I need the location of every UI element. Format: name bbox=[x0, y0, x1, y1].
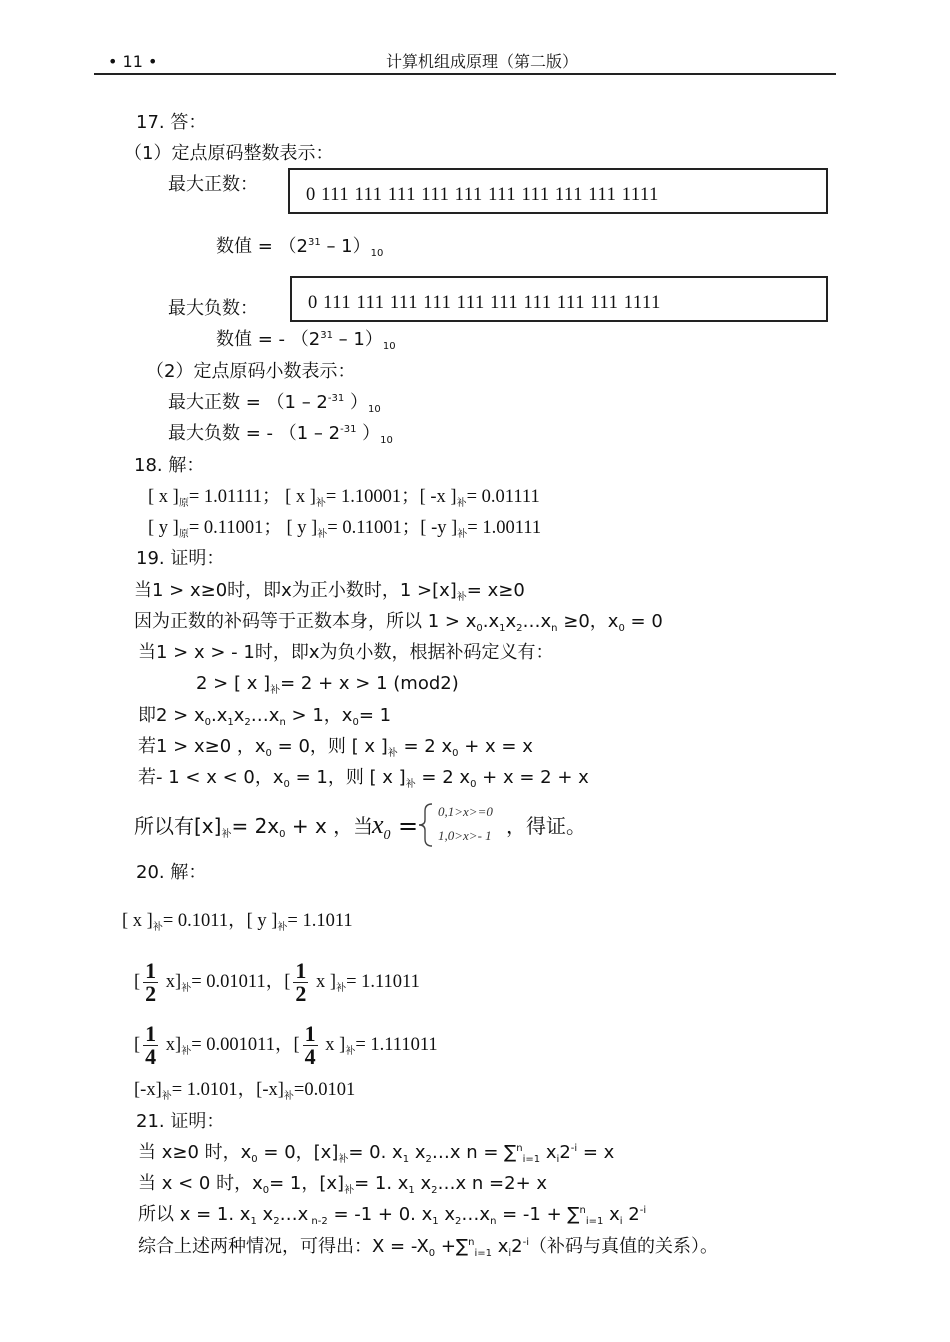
text-fragment: – 1） bbox=[320, 236, 371, 257]
q17-part1-title: （1）定点原码整数表示： bbox=[124, 143, 334, 164]
q21-line4 bbox=[138, 1236, 718, 1261]
text-fragment: x ] bbox=[311, 972, 337, 992]
text-fragment: x bbox=[409, 1142, 426, 1163]
text-fragment: 1 bbox=[250, 1216, 257, 1227]
text-fragment: = 0，则 [ x ] bbox=[271, 736, 388, 757]
text-fragment: 数值 = （2 bbox=[216, 236, 308, 257]
text-fragment: i=1 bbox=[585, 1216, 604, 1227]
text-fragment: 0 bbox=[476, 623, 483, 634]
text-fragment: …x n =2+ x bbox=[437, 1173, 548, 1194]
text-fragment: = -1 + 0. x bbox=[327, 1204, 433, 1225]
text-fragment: = 0.1011，[ y ] bbox=[162, 911, 278, 931]
text-fragment: 补 bbox=[277, 922, 288, 933]
q19-line6 bbox=[138, 736, 533, 761]
text-fragment: 补 bbox=[344, 1185, 355, 1196]
text-fragment: 当1 > x≥0时，即x为正小数时，1 >[x] bbox=[134, 580, 457, 601]
text-fragment: > 1，x bbox=[285, 705, 353, 726]
text-fragment: 0 bbox=[428, 1248, 436, 1259]
text-fragment: – 1） bbox=[332, 329, 383, 350]
equals-sign: = bbox=[398, 812, 419, 840]
text-fragment: 因为正数的补码等于正数本身，所以 1 > x bbox=[134, 611, 477, 632]
text-fragment: x] bbox=[161, 1035, 182, 1055]
text-fragment: [ y ] bbox=[148, 518, 179, 538]
text-fragment: x ] bbox=[320, 1035, 346, 1055]
q20-line2 bbox=[134, 958, 420, 1009]
text-fragment: 当 x < 0 时，x bbox=[138, 1173, 263, 1194]
q17-frac-max-pos bbox=[168, 392, 381, 417]
text-fragment: = 1，则 [ x ] bbox=[289, 767, 406, 788]
text-fragment: 若- 1 < x < 0，x bbox=[138, 767, 284, 788]
text-fragment: = 1.11011 bbox=[346, 972, 420, 992]
text-fragment: .x bbox=[211, 705, 228, 726]
fraction-quarter bbox=[143, 1023, 158, 1068]
text-fragment: …x bbox=[250, 705, 280, 726]
text-fragment: -i bbox=[570, 1143, 578, 1154]
text-fragment: 1 bbox=[145, 958, 157, 984]
q20-line3 bbox=[134, 1021, 438, 1072]
q17-max-pos-label: 最大正数： bbox=[168, 174, 258, 195]
text-fragment: 补 bbox=[181, 983, 192, 994]
text-fragment: 1 bbox=[402, 1154, 410, 1165]
q17-max-neg-label: 最大负数： bbox=[168, 298, 258, 319]
text-fragment: 1 bbox=[304, 1021, 316, 1047]
text-fragment: x bbox=[540, 1142, 557, 1163]
q19-qed: ，得证。 bbox=[506, 814, 586, 838]
text-fragment: （补码与真值的关系）。 bbox=[528, 1236, 718, 1257]
text-fragment: 0 bbox=[279, 829, 286, 840]
text-fragment: + x = 2 + x bbox=[476, 767, 589, 788]
text-fragment: 0 bbox=[352, 717, 359, 728]
text-fragment: = 0.001011，[ bbox=[191, 1035, 300, 1055]
fraction-quarter bbox=[303, 1023, 318, 1068]
text-fragment: =0.0101 bbox=[293, 1080, 356, 1100]
q17-max-pos-value bbox=[216, 236, 383, 261]
text-fragment: x] bbox=[161, 972, 182, 992]
text-fragment: 补 bbox=[270, 685, 281, 696]
text-fragment: n bbox=[579, 1205, 586, 1216]
text-fragment: = 0.11001； [ y ] bbox=[188, 518, 318, 538]
text-fragment: = 0 bbox=[624, 611, 663, 632]
text-fragment: -i bbox=[639, 1205, 647, 1216]
text-fragment: 31 bbox=[307, 237, 321, 248]
text-fragment: …x bbox=[461, 1204, 491, 1225]
text-fragment: [ bbox=[134, 972, 141, 992]
text-fragment: 最大正数 = （1 – 2 bbox=[168, 392, 328, 413]
q19-line5 bbox=[138, 705, 391, 730]
q19-line2 bbox=[134, 611, 663, 636]
text-fragment: 补 bbox=[387, 748, 398, 759]
text-fragment: 原 bbox=[178, 498, 189, 509]
text-fragment: 0 bbox=[618, 623, 625, 634]
text-fragment: 补 bbox=[152, 922, 163, 933]
text-fragment: 补 bbox=[221, 829, 232, 840]
text-fragment: = x bbox=[577, 1142, 615, 1163]
text-fragment: 0 bbox=[262, 1185, 270, 1196]
text-fragment: +∑ bbox=[435, 1236, 469, 1257]
text-fragment: 2 bbox=[273, 1216, 280, 1227]
text-fragment: i bbox=[508, 1248, 512, 1259]
text-fragment: .x bbox=[482, 611, 500, 632]
text-fragment: = 0.11001；[ -y ] bbox=[327, 518, 458, 538]
text-fragment: 补 bbox=[456, 592, 467, 603]
book-title: 计算机组成原理（第二版） bbox=[386, 52, 579, 71]
page-number: • 11 • bbox=[108, 52, 158, 71]
text-fragment: = 1，[x] bbox=[269, 1173, 345, 1194]
text-fragment: …x n = ∑ bbox=[431, 1142, 517, 1163]
text-fragment: …x bbox=[522, 611, 552, 632]
q18-line-x bbox=[148, 486, 540, 511]
text-fragment: 补 bbox=[336, 983, 347, 994]
q21-label: 21. 证明： bbox=[136, 1111, 225, 1132]
text-fragment: 10 bbox=[367, 404, 381, 415]
text-fragment: 2 bbox=[455, 1216, 462, 1227]
max-pos-bits: 0 111 111 111 111 111 111 111 111 111 1111 bbox=[306, 185, 660, 205]
text-fragment: 综合上述两种情况，可得出：X = -X bbox=[138, 1236, 429, 1257]
q20-line4 bbox=[134, 1079, 355, 1104]
text-fragment: x bbox=[438, 1204, 456, 1225]
text-fragment: x bbox=[256, 1204, 274, 1225]
text-fragment: 2 bbox=[425, 1154, 432, 1165]
text-fragment: x bbox=[603, 1204, 620, 1225]
text-fragment: 1 bbox=[227, 717, 234, 728]
q19-line3: 当1 > x > - 1时，即x为负小数，根据补码定义有： bbox=[138, 642, 554, 663]
text-fragment: 补 bbox=[405, 779, 416, 790]
max-neg-bit-box bbox=[290, 276, 828, 322]
text-fragment: 31 bbox=[320, 330, 333, 341]
text-fragment: = 2 + x > 1 (mod2) bbox=[280, 673, 459, 694]
text-fragment: = 2 x bbox=[415, 767, 471, 788]
text-fragment: = 1. x bbox=[354, 1173, 409, 1194]
text-fragment: 0 bbox=[265, 748, 272, 759]
text-fragment: 0 bbox=[383, 828, 391, 844]
text-fragment: 补 bbox=[161, 1091, 172, 1102]
header-rule bbox=[94, 73, 836, 75]
text-fragment: = 1.111011 bbox=[355, 1035, 438, 1055]
q21-line2 bbox=[138, 1173, 547, 1198]
text-fragment: 补 bbox=[456, 498, 467, 509]
text-fragment: 0 bbox=[251, 1154, 258, 1165]
text-fragment: = 0. x bbox=[348, 1142, 403, 1163]
q19-line7 bbox=[138, 767, 589, 792]
text-fragment: = -1 + ∑ bbox=[496, 1204, 580, 1225]
q20-line1 bbox=[122, 910, 353, 935]
text-fragment: 若1 > x≥0 ，x bbox=[138, 736, 266, 757]
text-fragment: x bbox=[414, 1173, 432, 1194]
text-fragment: 补 bbox=[317, 529, 328, 540]
text-fragment: i=1 bbox=[522, 1154, 541, 1165]
text-fragment: 2 > [ x ] bbox=[196, 673, 271, 694]
text-fragment: 0 bbox=[470, 779, 477, 790]
text-fragment: 0 bbox=[283, 779, 290, 790]
text-fragment: 2 bbox=[559, 1142, 571, 1163]
text-fragment: i=1 bbox=[474, 1248, 492, 1259]
text-fragment: i bbox=[619, 1216, 623, 1227]
text-fragment: 2 bbox=[295, 981, 307, 1007]
text-fragment: 4 bbox=[304, 1044, 316, 1070]
left-brace-icon bbox=[416, 802, 436, 848]
text-fragment: = 1.10001；[ -x ] bbox=[325, 487, 457, 507]
q19-label: 19. 证明： bbox=[136, 548, 225, 569]
text-fragment: 补 bbox=[345, 1046, 356, 1057]
text-fragment: = 2x bbox=[231, 814, 280, 838]
text-fragment: = 1.0101，[-x] bbox=[171, 1080, 284, 1100]
fraction-half bbox=[293, 960, 308, 1005]
text-fragment: n bbox=[468, 1237, 475, 1248]
text-fragment: = x≥0 bbox=[466, 580, 525, 601]
text-fragment: 2 bbox=[431, 1185, 438, 1196]
text-fragment: n bbox=[516, 1143, 523, 1154]
x0-symbol bbox=[372, 810, 391, 844]
text-fragment: 所以 x = 1. x bbox=[138, 1204, 251, 1225]
text-fragment: 所以有[x] bbox=[134, 814, 222, 838]
text-fragment: = 2 x bbox=[397, 736, 453, 757]
q19-line1 bbox=[134, 580, 525, 605]
text-fragment: i bbox=[556, 1154, 560, 1165]
text-fragment: 1 bbox=[499, 623, 506, 634]
text-fragment: x bbox=[372, 810, 384, 839]
q17-part2-title: （2）定点原码小数表示： bbox=[146, 361, 356, 382]
text-fragment: = 0，[x] bbox=[257, 1142, 339, 1163]
text-fragment: x bbox=[233, 705, 245, 726]
text-fragment: = 1 bbox=[358, 705, 392, 726]
text-fragment: 原 bbox=[178, 529, 189, 540]
text-fragment: = 0.01111 bbox=[466, 487, 540, 507]
text-fragment: 0 bbox=[204, 717, 212, 728]
text-fragment: + x = x bbox=[458, 736, 533, 757]
text-fragment: -31 bbox=[340, 424, 357, 435]
text-fragment: [-x] bbox=[134, 1080, 162, 1100]
text-fragment: 数值 = - （2 bbox=[216, 329, 321, 350]
text-fragment: [ bbox=[134, 1035, 141, 1055]
text-fragment: 10 bbox=[380, 435, 393, 446]
text-fragment: 补 bbox=[283, 1091, 294, 1102]
q21-line3 bbox=[138, 1204, 646, 1229]
text-fragment: = 1.1011 bbox=[287, 911, 353, 931]
text-fragment: 10 bbox=[370, 248, 384, 259]
q19-line4 bbox=[196, 673, 459, 698]
text-fragment: [ x ] bbox=[148, 487, 179, 507]
text-fragment: x bbox=[505, 611, 517, 632]
text-fragment: 1 bbox=[432, 1216, 439, 1227]
text-fragment: 2 bbox=[516, 623, 523, 634]
text-fragment: n bbox=[551, 623, 558, 634]
text-fragment: 2 bbox=[244, 717, 251, 728]
text-fragment: 最大负数 = - （1 – 2 bbox=[168, 423, 341, 444]
text-fragment: 2 bbox=[622, 1204, 640, 1225]
text-fragment: 即2 > x bbox=[138, 705, 205, 726]
text-fragment: 2 bbox=[511, 1236, 523, 1257]
text-fragment: x bbox=[491, 1236, 509, 1257]
text-fragment: 4 bbox=[145, 1044, 157, 1070]
text-fragment: + x ，当 bbox=[285, 814, 374, 838]
text-fragment: 1 bbox=[408, 1185, 415, 1196]
text-fragment: = 0.01011，[ bbox=[191, 972, 291, 992]
case-2: 1,0>x>- 1 bbox=[438, 828, 492, 843]
text-fragment: 1 bbox=[145, 1021, 157, 1047]
text-fragment: = 1.01111； [ x ] bbox=[188, 487, 316, 507]
text-fragment: n-2 bbox=[308, 1216, 328, 1227]
q19-conclusion bbox=[134, 814, 373, 843]
text-fragment: ） bbox=[344, 392, 368, 413]
text-fragment: 补 bbox=[457, 529, 468, 540]
text-fragment: n bbox=[279, 717, 286, 728]
max-neg-bits: 0 111 111 111 111 111 111 111 111 111 1111 bbox=[308, 293, 662, 313]
q20-label: 20. 解： bbox=[136, 862, 207, 883]
text-fragment: 补 bbox=[338, 1154, 349, 1165]
max-pos-bit-box bbox=[288, 168, 828, 214]
text-fragment: ） bbox=[356, 423, 381, 444]
text-fragment: 0 bbox=[452, 748, 459, 759]
q21-line1 bbox=[138, 1142, 614, 1167]
q17-max-neg-value bbox=[216, 329, 396, 354]
text-fragment: ≥0，x bbox=[557, 611, 619, 632]
text-fragment: [ x ] bbox=[122, 911, 153, 931]
text-fragment: -31 bbox=[327, 393, 345, 404]
text-fragment: = 1.00111 bbox=[467, 518, 542, 538]
text-fragment: -i bbox=[522, 1237, 529, 1248]
text-fragment: 补 bbox=[181, 1046, 192, 1057]
case-1: 0,1>x>=0 bbox=[438, 804, 493, 819]
text-fragment: 1 bbox=[295, 958, 307, 984]
text-fragment: 2 bbox=[145, 981, 157, 1007]
text-fragment: 10 bbox=[382, 341, 396, 352]
text-fragment: 当 x≥0 时，x bbox=[138, 1142, 252, 1163]
text-fragment: n bbox=[490, 1216, 497, 1227]
q17-frac-max-neg bbox=[168, 423, 393, 448]
text-fragment: …x bbox=[279, 1204, 309, 1225]
q18-line-y bbox=[148, 517, 541, 542]
q18-label: 18. 解： bbox=[134, 455, 205, 476]
q17-label: 17. 答： bbox=[136, 112, 207, 133]
text-fragment: 补 bbox=[315, 498, 326, 509]
fraction-half bbox=[143, 960, 158, 1005]
